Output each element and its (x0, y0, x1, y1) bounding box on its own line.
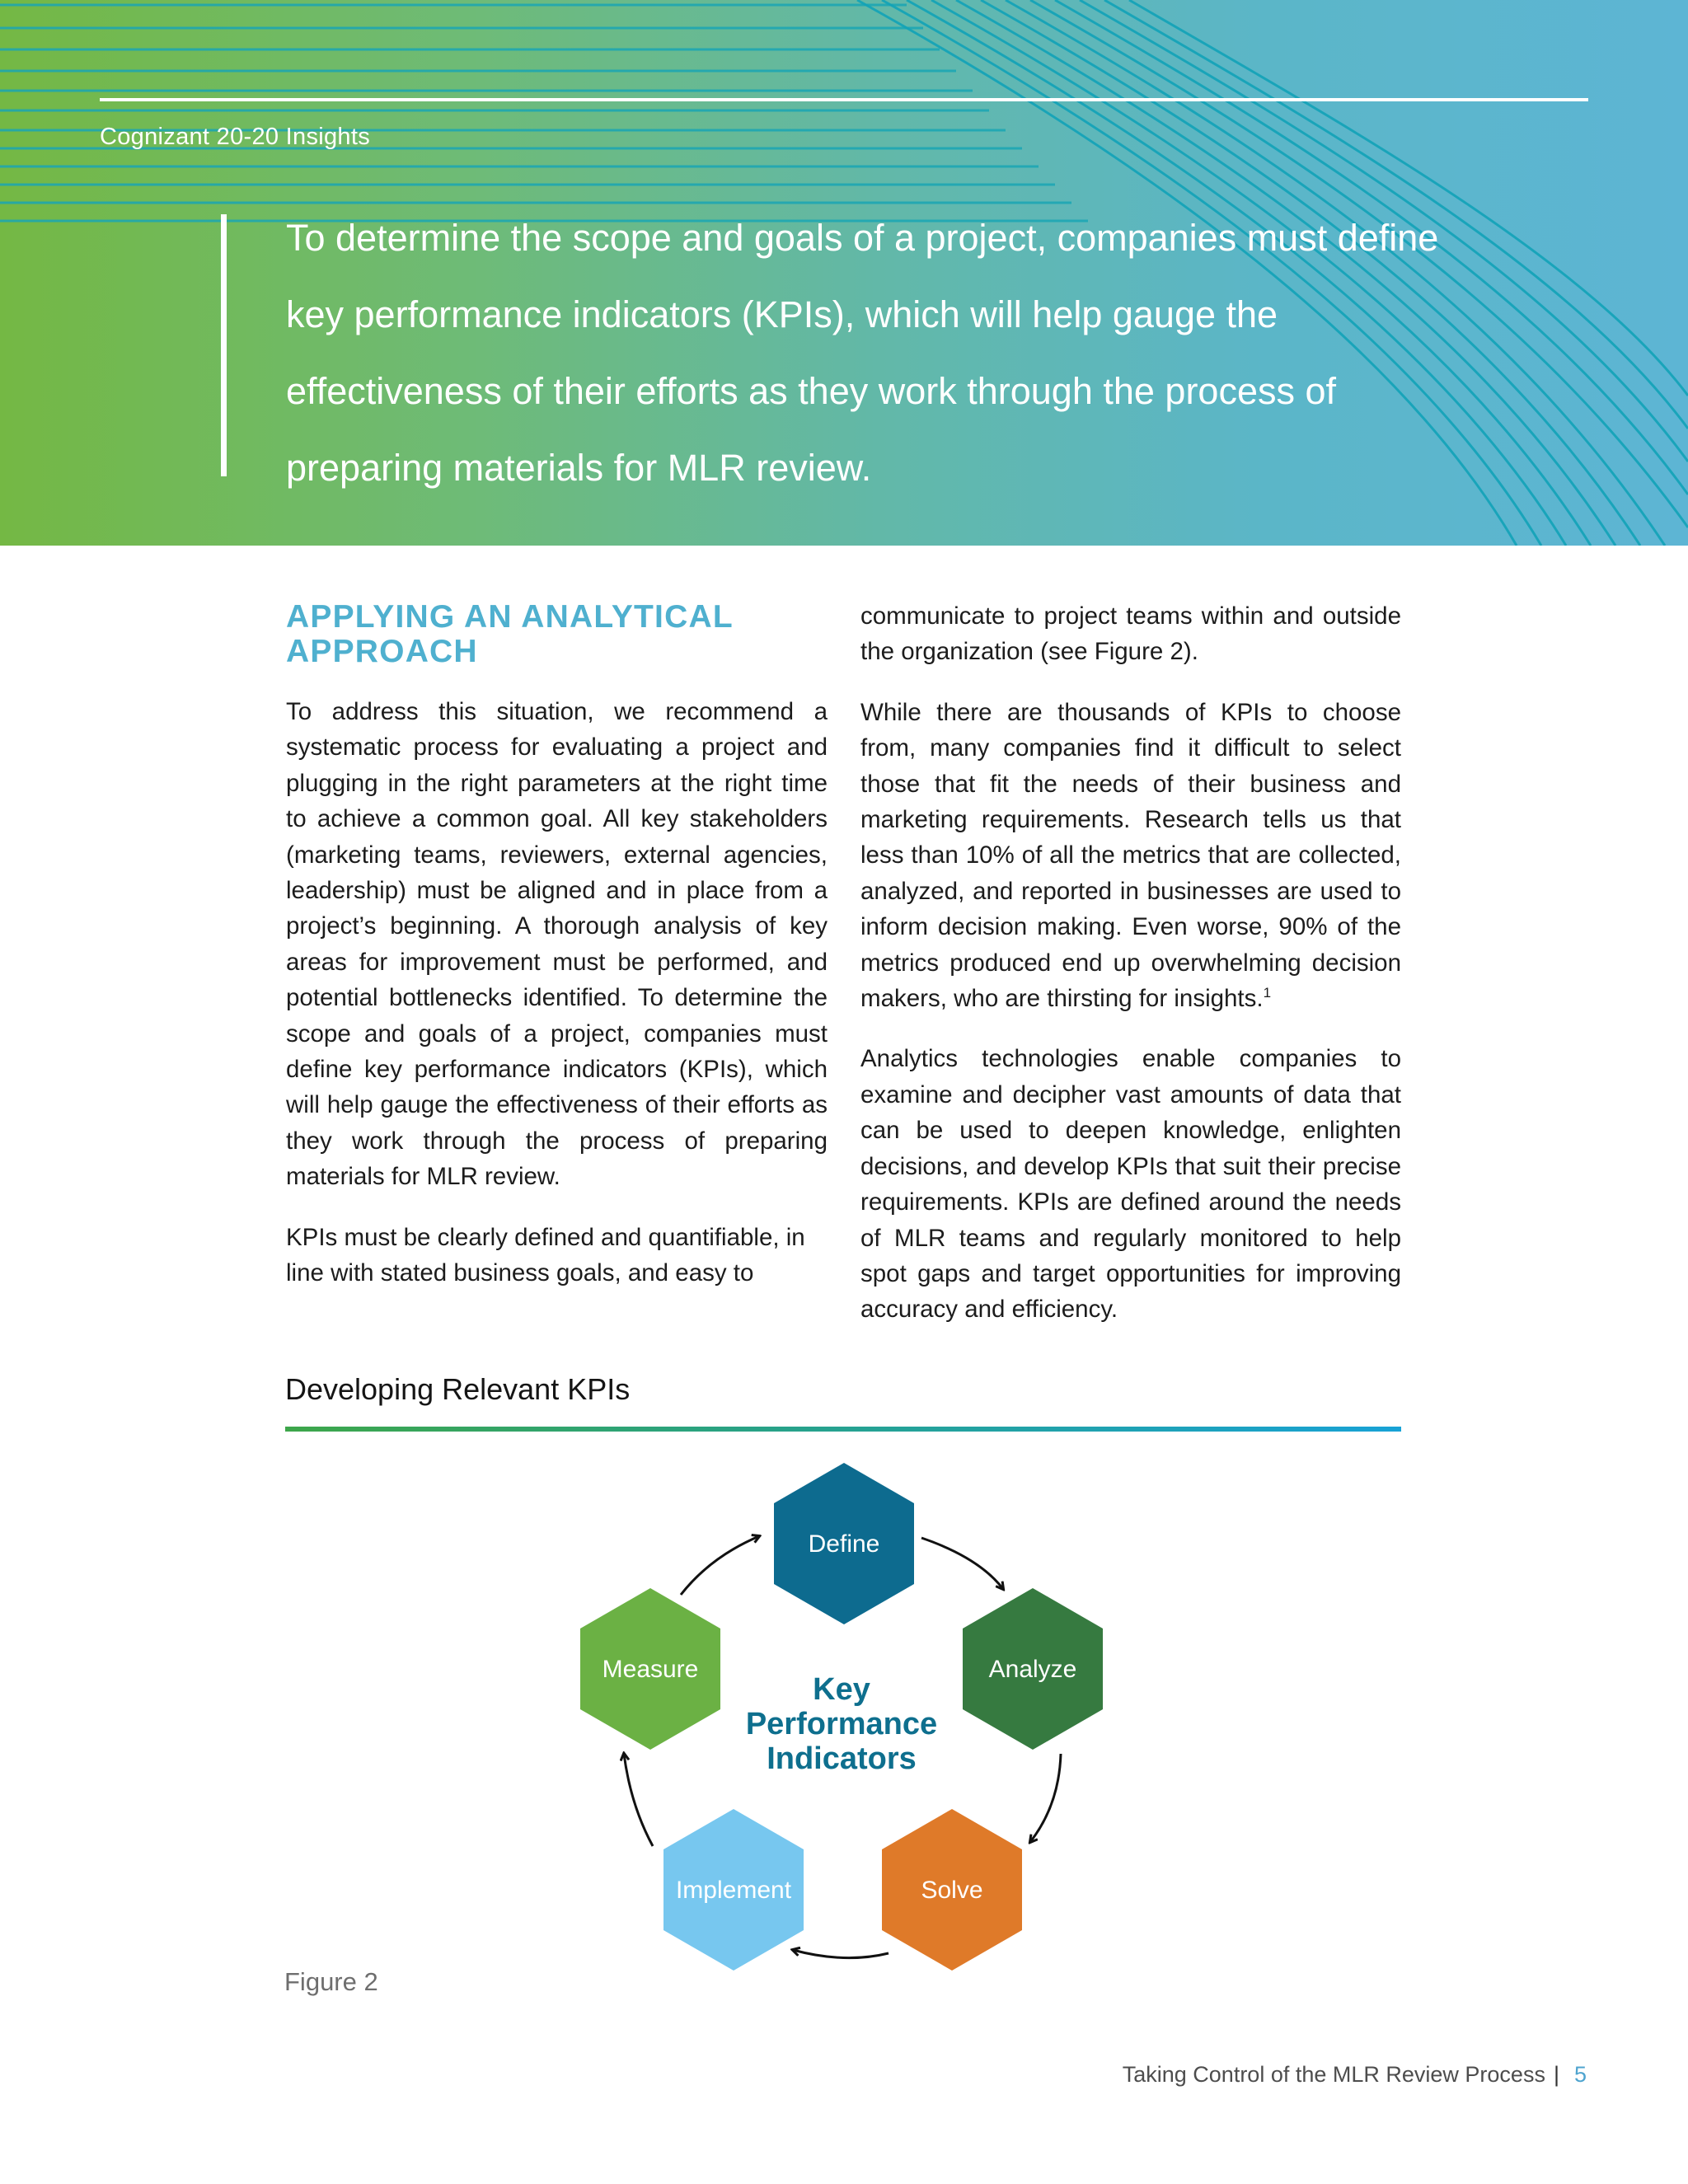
figure-caption: Figure 2 (284, 1967, 378, 1996)
center-label-line: Indicators (767, 1741, 917, 1776)
arrow-define-to-analyze (921, 1538, 1003, 1589)
arrow-analyze-to-solve (1030, 1754, 1061, 1842)
step-define (774, 1463, 914, 1624)
body-paragraph-text: While there are thousands of KPIs to choose from, many companies find it difficult to select those that fit the needs of their business and marketing requirements. Research tells us that less than 10% of all the metrics that are collected, analyzed, and reported in businesses are used to inform decision making. Even worse, 90% of the metrics produced end up overwhelming decision makers, who are thirsting for insights. (860, 698, 1401, 1013)
step-label-define: Define (808, 1530, 880, 1558)
figure-title: Developing Relevant KPIs (285, 1372, 631, 1406)
series-label: Cognizant 20-20 Insights (100, 124, 371, 150)
center-label (746, 1672, 937, 1776)
body-paragraph: Analytics technologies enable companies to examine and decipher vast amounts of data that can be used to deepen knowledge, enlighten decisions, and develop KPIs that suit their precise requirements. KPIs are defined around the needs of MLR teams and regularly monitored to help spot gaps and target opportunities for improving accuracy and efficiency. (860, 1045, 1401, 1324)
footnote-marker[interactable]: 1 (1263, 985, 1272, 1001)
step-solve (882, 1809, 1022, 1971)
pull-quote: To determine the scope and goals of a project, companies must define key performance indicators (KPIs), which will help gauge the effectiveness of their efforts as they work through the process of preparing materials for MLR review. (286, 217, 1439, 489)
body-paragraph: KPIs must be clearly defined and quantifiable, in line with stated business goals, and easy to (286, 1223, 805, 1287)
footer-separator: | (1553, 2062, 1559, 2087)
step-label-solve: Solve (921, 1877, 983, 1904)
body-paragraph: To address this situation, we recommend a systematic process for evaluating a project and plugging in the right parameters at the right time to achieve a common goal. All key stakeholders (marketing teams, reviewers, external agencies, leadership) must be aligned and in place from a project’s beginning. A thorough analysis of key areas for improvement must be performed, and potential bottlenecks identified. To determine the scope and goals of a project, companies must define key performance indicators (KPIs), which will help gauge the effectiveness of their efforts as they work through the process of preparing materials for MLR review. (286, 698, 828, 1191)
arrow-implement-to-measure (624, 1754, 653, 1846)
center-label-line: Key (813, 1672, 870, 1707)
step-label-implement: Implement (675, 1877, 792, 1904)
page-number: 5 (1573, 2062, 1587, 2087)
page-footer (1123, 2062, 1587, 2088)
center-label-line: Performance (745, 1707, 938, 1741)
step-label-measure: Measure (602, 1656, 699, 1683)
step-implement (663, 1809, 804, 1971)
step-measure (580, 1588, 720, 1750)
section-heading: APPLYING AN ANALYTICAL APPROACH (286, 599, 734, 669)
arrow-solve-to-implement (793, 1950, 889, 1958)
step-label-analyze: Analyze (988, 1656, 1077, 1683)
step-analyze (963, 1588, 1103, 1750)
body-paragraph: communicate to project teams within and outside the organization (see Figure 2). (860, 602, 1401, 666)
arrow-measure-to-define (681, 1536, 759, 1595)
footer-doc-title: Taking Control of the MLR Review Process (1122, 2062, 1545, 2087)
